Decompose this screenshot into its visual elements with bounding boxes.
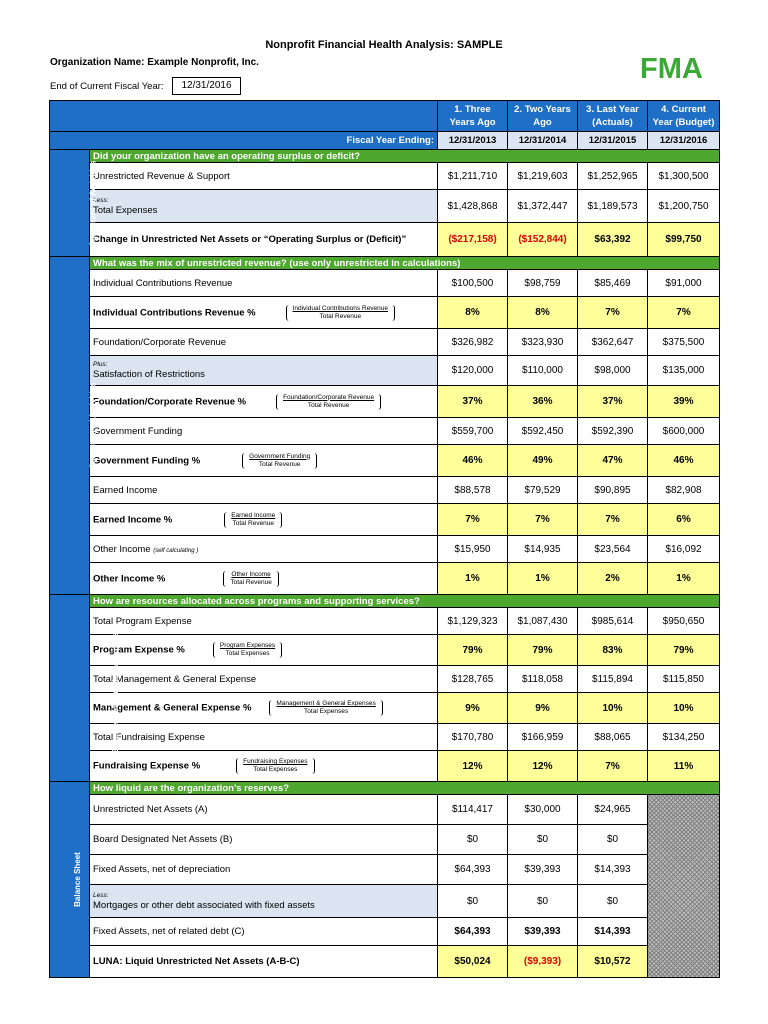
cell-value[interactable]: $79,529 xyxy=(508,477,578,504)
computed-value: 11% xyxy=(648,751,720,782)
side-label-activities-1: Statement of Activities xyxy=(50,150,90,257)
cell-value[interactable]: $1,200,750 xyxy=(648,190,720,223)
cell-value[interactable]: $15,950 xyxy=(438,536,508,563)
row-label: Earned Income xyxy=(90,477,438,504)
cell-value[interactable]: $14,393 xyxy=(578,855,648,885)
computed-value: 9% xyxy=(508,693,578,724)
col-header-current-year: 4. Current Year (Budget) xyxy=(648,101,720,132)
row-label: Fixed Assets, net of depreciation xyxy=(90,855,438,885)
cell-value[interactable]: $600,000 xyxy=(648,418,720,445)
cell-value[interactable]: $98,759 xyxy=(508,270,578,297)
computed-value: 37% xyxy=(438,386,508,418)
fma-logo xyxy=(640,53,712,83)
computed-value: 9% xyxy=(438,693,508,724)
cell-value[interactable]: $134,250 xyxy=(648,724,720,751)
side-label-functional-expenses: Statement of Functional Expenses xyxy=(50,595,90,782)
computed-value: 10% xyxy=(648,693,720,724)
col-header-two-years-ago: 2. Two Years Ago xyxy=(508,101,578,132)
page-title: Nonprofit Financial Health Analysis: SAMPLE xyxy=(265,39,503,51)
cell-value[interactable]: $0 xyxy=(578,825,648,855)
row-label: Total Fundraising Expense xyxy=(90,724,438,751)
formula-fraction: $\frac{\text{Fundraising Expenses}}{\text{Total Expenses}}$ xyxy=(236,758,314,774)
computed-value: 2% xyxy=(578,563,648,595)
computed-value: $14,393 xyxy=(578,918,648,946)
cell-value[interactable]: $1,372,447 xyxy=(508,190,578,223)
formula-fraction: $\frac{\text{Other Income}}{\text{Total Revenue}}$ xyxy=(223,571,279,587)
computed-value: 79% xyxy=(508,635,578,666)
cell-value[interactable]: $323,930 xyxy=(508,329,578,356)
cell-value[interactable]: $985,614 xyxy=(578,608,648,635)
side-label-balance-sheet: Balance Sheet xyxy=(50,782,90,978)
cell-value[interactable]: $14,935 xyxy=(508,536,578,563)
row-label-percent: Government Funding % $\frac{\text{Government Funding}}{\text{Total Revenue}}$ xyxy=(90,445,438,477)
computed-value: 7% xyxy=(578,751,648,782)
computed-value: $63,392 xyxy=(578,223,648,257)
row-label-percent: Individual Contributions Revenue % $\frac{\text{Individual Contributions Revenue}}{\text{Total Revenue}}$ xyxy=(90,297,438,329)
row-label: Less: Mortgages or other debt associated with fixed assets xyxy=(90,885,438,918)
row-label: Foundation/Corporate Revenue xyxy=(90,329,438,356)
cell-value[interactable]: $166,959 xyxy=(508,724,578,751)
fiscal-year-label: End of Current Fiscal Year: xyxy=(50,81,164,92)
row-label-percent: Other Income % $\frac{\text{Other Income}}{\text{Total Revenue}}$ xyxy=(90,563,438,595)
organization-name: Organization Name: Example Nonprofit, Inc. xyxy=(50,57,259,68)
cell-value[interactable]: $64,393 xyxy=(438,855,508,885)
computed-value: $50,024 xyxy=(438,946,508,978)
financial-health-table xyxy=(49,100,720,978)
cell-value[interactable]: $115,850 xyxy=(648,666,720,693)
cell-value[interactable]: $91,000 xyxy=(648,270,720,297)
row-label-percent: Fundraising Expense % $\frac{\text{Fundraising Expenses}}{\text{Total Expenses}}$ xyxy=(90,751,438,782)
row-label: Total Management & General Expense xyxy=(90,666,438,693)
row-label-percent: Earned Income % $\frac{\text{Earned Income}}{\text{Total Revenue}}$ xyxy=(90,504,438,536)
row-label: Individual Contributions Revenue xyxy=(90,270,438,297)
computed-value: 79% xyxy=(438,635,508,666)
computed-value: 46% xyxy=(648,445,720,477)
computed-value: $99,750 xyxy=(648,223,720,257)
computed-value: $39,393 xyxy=(508,918,578,946)
row-label: Plus: Satisfaction of Restrictions xyxy=(90,356,438,386)
self-calculating-note: (self calculating ) xyxy=(153,547,199,554)
cell-value[interactable]: $39,393 xyxy=(508,855,578,885)
cell-value[interactable]: $23,564 xyxy=(578,536,648,563)
computed-value: 7% xyxy=(508,504,578,536)
computed-value: 7% xyxy=(648,297,720,329)
row-label-percent: Management & General Expense % $\frac{\text{Management \& General Expenses}}{\text{Total Expenses}}$ xyxy=(90,693,438,724)
formula-fraction: $\frac{\text{Individual Contributions Revenue}}{\text{Total Revenue}}$ xyxy=(286,305,395,321)
svg-text:FMA: FMA xyxy=(640,53,703,85)
cell-value[interactable]: $24,965 xyxy=(578,795,648,825)
cell-value[interactable]: $110,000 xyxy=(508,356,578,386)
row-label: Other Income (self calculating ) xyxy=(90,536,438,563)
section-question-revenue-mix: What was the mix of unrestricted revenue? (use only unrestricted in calculations) xyxy=(90,257,720,270)
row-label: Board Designated Net Assets (B) xyxy=(90,825,438,855)
cell-value[interactable]: $1,300,500 xyxy=(648,163,720,190)
computed-value: ($9,393) xyxy=(508,946,578,978)
fiscal-year-ending-label: Fiscal Year Ending: xyxy=(50,132,438,150)
computed-value: 36% xyxy=(508,386,578,418)
section-question-liquidity: How liquid are the organization’s reserves? xyxy=(90,782,720,795)
cell-value[interactable]: $1,219,603 xyxy=(508,163,578,190)
fy-date-4[interactable]: 12/31/2016 xyxy=(648,132,720,150)
cell-value[interactable]: $559,700 xyxy=(438,418,508,445)
cell-value[interactable]: $98,000 xyxy=(578,356,648,386)
computed-value: 8% xyxy=(508,297,578,329)
computed-value: 39% xyxy=(648,386,720,418)
cell-value[interactable]: $100,500 xyxy=(438,270,508,297)
cell-value[interactable]: $128,765 xyxy=(438,666,508,693)
section-question-surplus: Did your organization have an operating surplus or deficit? xyxy=(90,150,720,163)
cell-value[interactable]: $30,000 xyxy=(508,795,578,825)
cell-value[interactable]: $120,000 xyxy=(438,356,508,386)
computed-value: 7% xyxy=(438,504,508,536)
formula-fraction: $\frac{\text{Management \& General Expenses}}{\text{Total Expenses}}$ xyxy=(269,700,382,716)
cell-value[interactable]: $0 xyxy=(578,885,648,918)
cell-value[interactable]: $1,252,965 xyxy=(578,163,648,190)
formula-fraction: $\frac{\text{Program Expenses}}{\text{Total Expenses}}$ xyxy=(213,642,282,658)
computed-value: 12% xyxy=(438,751,508,782)
formula-fraction: $\frac{\text{Foundation/Corporate Revenue}}{\text{Total Revenue}}$ xyxy=(276,394,381,410)
cell-value[interactable]: $375,500 xyxy=(648,329,720,356)
cell-value[interactable]: $90,895 xyxy=(578,477,648,504)
fy-date-2[interactable]: 12/31/2014 xyxy=(508,132,578,150)
cell-value[interactable]: $115,894 xyxy=(578,666,648,693)
cell-value[interactable]: $88,578 xyxy=(438,477,508,504)
computed-value: 1% xyxy=(648,563,720,595)
computed-value: 37% xyxy=(578,386,648,418)
computed-value: $64,393 xyxy=(438,918,508,946)
col-header-three-years-ago: 1. Three Years Ago xyxy=(438,101,508,132)
cell-value[interactable]: $114,417 xyxy=(438,795,508,825)
fiscal-year-input[interactable]: 12/31/2016 xyxy=(172,77,241,95)
cell-value[interactable]: $118,058 xyxy=(508,666,578,693)
cell-value[interactable]: $1,129,323 xyxy=(438,608,508,635)
computed-value: 7% xyxy=(578,504,648,536)
computed-value: 6% xyxy=(648,504,720,536)
computed-value: $10,572 xyxy=(578,946,648,978)
computed-value: 10% xyxy=(578,693,648,724)
cell-value[interactable]: $1,189,573 xyxy=(578,190,648,223)
row-label-surplus: Change in Unrestricted Net Assets or “Operating Surplus or (Deficit)” xyxy=(90,223,438,257)
cell-value[interactable]: $1,211,710 xyxy=(438,163,508,190)
formula-fraction: $\frac{\text{Earned Income}}{\text{Total Revenue}}$ xyxy=(224,512,282,528)
row-label: Less: Total Expenses xyxy=(90,190,438,223)
row-label: Government Funding xyxy=(90,418,438,445)
computed-value: 12% xyxy=(508,751,578,782)
computed-value: 46% xyxy=(438,445,508,477)
row-label: Fixed Assets, net of related debt (C) xyxy=(90,918,438,946)
cell-value[interactable]: $592,450 xyxy=(508,418,578,445)
cell-value[interactable]: $0 xyxy=(508,885,578,918)
row-label-luna: LUNA: Liquid Unrestricted Net Assets (A-B-C) xyxy=(90,946,438,978)
cell-value[interactable]: $85,469 xyxy=(578,270,648,297)
row-label-percent: Foundation/Corporate Revenue % $\frac{\text{Foundation/Corporate Revenue}}{\text{Total Revenue}}$ xyxy=(90,386,438,418)
row-label: Unrestricted Revenue & Support xyxy=(90,163,438,190)
cell-value[interactable]: $0 xyxy=(438,885,508,918)
cell-value[interactable]: $1,428,868 xyxy=(438,190,508,223)
cell-value[interactable]: $592,390 xyxy=(578,418,648,445)
disabled-cell-current-year xyxy=(648,795,720,978)
row-label-percent: Program Expense % $\frac{\text{Program Expenses}}{\text{Total Expenses}}$ xyxy=(90,635,438,666)
cell-value[interactable]: $170,780 xyxy=(438,724,508,751)
fma-logo-icon xyxy=(640,53,712,83)
cell-value[interactable]: $950,650 xyxy=(648,608,720,635)
computed-value: 7% xyxy=(578,297,648,329)
fy-date-3[interactable]: 12/31/2015 xyxy=(578,132,648,150)
formula-fraction: $\frac{\text{Government Funding}}{\text{Total Revenue}}$ xyxy=(242,453,317,469)
cell-value[interactable]: $135,000 xyxy=(648,356,720,386)
cell-value[interactable]: $0 xyxy=(508,825,578,855)
cell-value[interactable]: $1,087,430 xyxy=(508,608,578,635)
computed-value: 1% xyxy=(438,563,508,595)
computed-value: 79% xyxy=(648,635,720,666)
cell-value[interactable]: $0 xyxy=(438,825,508,855)
computed-value: 83% xyxy=(578,635,648,666)
computed-value: 49% xyxy=(508,445,578,477)
computed-value: ($152,844) xyxy=(508,223,578,257)
computed-value: ($217,158) xyxy=(438,223,508,257)
section-question-allocation: How are resources allocated across programs and supporting services? xyxy=(90,595,720,608)
cell-value[interactable]: $88,065 xyxy=(578,724,648,751)
cell-value[interactable]: $82,908 xyxy=(648,477,720,504)
computed-value: 1% xyxy=(508,563,578,595)
fy-date-1[interactable]: 12/31/2013 xyxy=(438,132,508,150)
cell-value[interactable]: $362,647 xyxy=(578,329,648,356)
cell-value[interactable]: $326,982 xyxy=(438,329,508,356)
side-label-activities-2: Statement of Activities xyxy=(50,257,90,595)
col-header-last-year: 3. Last Year (Actuals) xyxy=(578,101,648,132)
row-label: Unrestricted Net Assets (A) xyxy=(90,795,438,825)
header-corner xyxy=(50,101,438,132)
row-label: Total Program Expense xyxy=(90,608,438,635)
computed-value: 47% xyxy=(578,445,648,477)
computed-value: 8% xyxy=(438,297,508,329)
cell-value[interactable]: $16,092 xyxy=(648,536,720,563)
